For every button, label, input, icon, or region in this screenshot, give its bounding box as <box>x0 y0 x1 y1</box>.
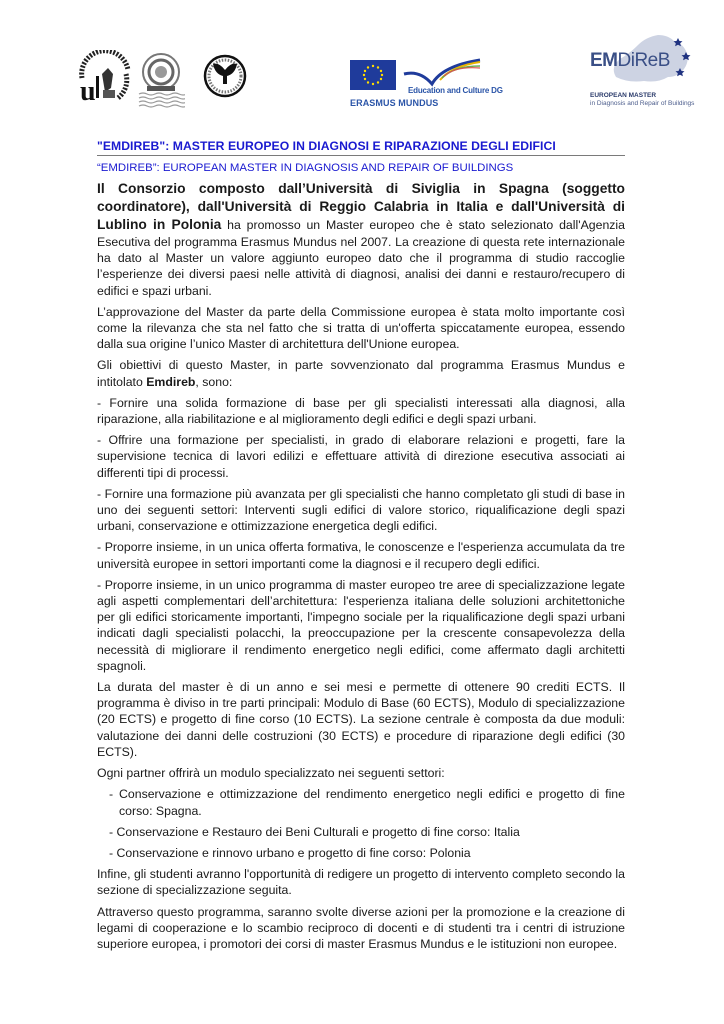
consortium-lead: Il Consorzio composto dall’Università di Siviglia in Spagna (soggetto coordinatore), dall'Università di Reggio Calabria in Italia e dall'Università di Lublino in Polonia <box>97 181 625 232</box>
paragraph-objectives-intro: Gli obiettivi di questo Master, in parte sovvenzionato dal programma Erasmus Mundus e intitolato Emdireb, sono: <box>97 358 625 389</box>
eu-flag-icon <box>350 60 396 90</box>
svg-text:u: u <box>80 76 96 106</box>
emdireb-subtitle-2: in Diagnosis and Repair of Buildings <box>590 100 695 107</box>
objective-item: - Proporre insieme, in un unico programma di master europeo tre aree di specializzazione legate agli aspetti complementari dell’architettura: l'esperienza italiana delle soluzioni architettoniche per gli edifici storicamente importanti, l'impegno sociale per la riqualificazione degli spazi urbani indicati dagli specialisti polacchi, la preoccupazione per la crescente consapevolezza della necessità di migliorare il rendimento energetico negli edifici, come affermato dagli architetti spagnoli. <box>97 577 625 673</box>
paragraph-cooperation: Attraverso questo programma, saranno svolte diverse azioni per la promozione e la creazione di legami di cooperazione e lo scambio reciproco di docenti e di studenti tra i centri di istruzione superiore europea, i promotori dei corsi di master Erasmus Mundus e le istituzioni non europee. <box>97 904 625 951</box>
title-italian: "EMDIREB": MASTER EUROPEO IN DIAGNOSI E RIPARAZIONE DEGLI EDIFICI <box>97 139 556 153</box>
universidad-de-sevilla-logo <box>76 50 134 106</box>
emdireb-wordmark: EMDiReB <box>590 50 670 71</box>
lublin-university-logo <box>203 54 247 98</box>
universita-reggio-calabria-logo <box>137 52 185 108</box>
paragraph-partners-intro: Ogni partner offrirà un modulo specializzato nei seguenti settori: <box>97 766 445 781</box>
sectors-list <box>109 786 625 861</box>
objective-item: - Proporre insieme, in un unica offerta formativa, le conoscenze e l'esperienza accumulata da tre università europee in settori importanti come la diagnosi e il recupero degli edifici. <box>97 540 625 571</box>
title-english: “EMDIREB”: EUROPEAN MASTER IN DIAGNOSIS AND REPAIR OF BUILDINGS <box>97 162 514 174</box>
eu-dg-label: Education and Culture DG <box>408 86 503 95</box>
sector-item: - Conservazione e Restauro dei Beni Culturali e progetto di fine corso: Italia <box>109 824 520 839</box>
title-divider <box>97 155 625 156</box>
objective-item: - Fornire una formazione più avanzata per gli specialisti che hanno completato gli studi di base in uno dei seguenti settori: Interventi sugli edifici di valore storico, riqualificazione degli spazi urbani, conservazione e ottimizzazione energetica degli edifici. <box>97 486 625 534</box>
paragraph-consortium: Il Consorzio composto dall’Università di Siviglia in Spagna (soggetto coordinatore), dall'Università di Reggio Calabria in Italia e dall'Università di Lublino in Polonia ha promosso un Master europeo che è stato selezionato dall'Agenzia Esecutiva del programma Erasmus Mundus nel 2007. La creazione di questa rete internazionale ha dato al Master un valore aggiunto europeo dato che il programma di studio raccoglie l’esperienze dei diversi paesi nelle attività di diagnosi, analisi dei danni e restauro/recupero di edifici e spazi urbani. <box>97 181 626 298</box>
sector-item: - Conservazione e ottimizzazione del rendimento energetico negli edifici e progetto di fine corso: Spagna. <box>109 787 625 818</box>
paragraph-approval: L’approvazione del Master da parte della Commissione europea è stata molto importante così come la rilevanza che sta nel fatto che si tratta di un'offerta spiccatamente europea, essendo dalla sua origine l’unico Master di architettura dell'Unione europea. <box>97 304 625 352</box>
emdireb-bold: Emdireb <box>146 374 196 389</box>
eu-education-culture-logo <box>350 58 503 110</box>
objective-item: - Fornire una solida formazione di base per gli specialisti interessati alla diagnosi, alla riparazione, alla riabilitazione e al miglioramento degli edifici e degli spazi urbani. <box>97 395 625 427</box>
document-body <box>97 180 625 957</box>
paragraph-duration: La durata del master è di un anno e sei mesi e permette di ottenere 90 crediti ECTS. Il programma è diviso in tre parti principali: Modulo di Base (60 ECTS), Modulo di specializzazione (20 ECTS) e progetto di fine corso (10 ECTS). La sezione centrale è composta da due moduli: valutazione dei danni delle costruzioni (30 ECTS) e procedure di riparazione degli edifici (30 ECTS). <box>97 680 625 759</box>
emdireb-logo <box>578 32 698 112</box>
erasmus-mundus-label: ERASMUS MUNDUS <box>350 98 439 108</box>
sector-item: - Conservazione e rinnovo urbano e progetto di fine corso: Polonia <box>109 845 471 860</box>
objective-item: - Offrire una formazione per specialisti, in grado di elaborare relazioni e progetti, fare la supervisione tecnica di lavori edilizi e effettuare attività di direzione esecutiva associati ai differenti tipi di processi. <box>97 433 625 480</box>
emdireb-subtitle-1: EUROPEAN MASTER <box>590 92 657 99</box>
paragraph-final-project: Infine, gli studenti avranno l'opportunità di redigere un progetto di intervento completo secondo la sezione di specializzazione seguita. <box>97 867 625 898</box>
